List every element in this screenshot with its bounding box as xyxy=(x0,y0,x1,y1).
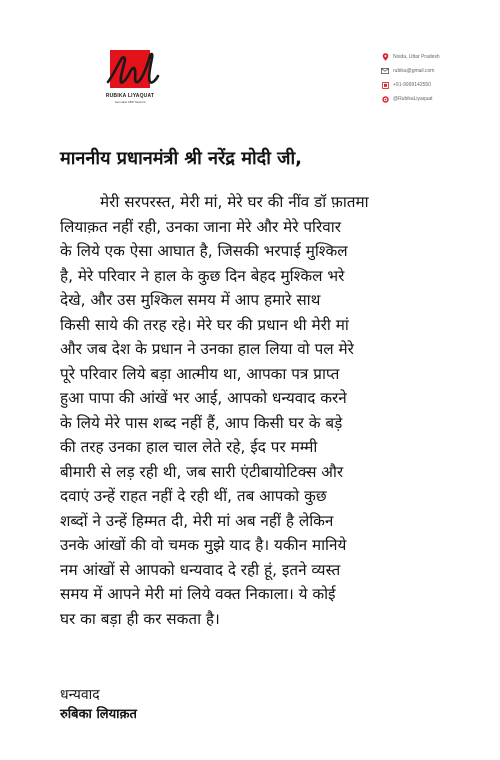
letter-closing xyxy=(60,686,137,724)
letter-body xyxy=(60,148,478,631)
letter-line: की तरह उनका हाल चाल लेते रहे, ईद पर मम्मी xyxy=(60,438,318,456)
letter-line: किसी साये की तरह रहे। मेरे घर की प्रधान थी मेरी मां xyxy=(60,315,349,334)
contact-phone xyxy=(381,78,491,92)
contact-location-text: Noida, Uttar Pradesh xyxy=(393,54,440,60)
signature: रुबिका लियाक़त xyxy=(60,707,137,722)
contact-email xyxy=(381,64,491,78)
letter-line: उनके आंखों की वो चमक मुझे याद है। यकीन मानिये xyxy=(60,536,347,554)
salutation: माननीय प्रधानमंत्री श्री नरेंद्र मोदी जी, xyxy=(60,148,302,169)
contact-instagram-text: @RubikaLiyaquat xyxy=(393,96,433,102)
letter-line: के लिये एक ऐसा आघात है, जिसकी भरपाई मुश्किल xyxy=(60,242,348,260)
letter-line: घर का बड़ा ही कर सकता है। xyxy=(60,609,220,628)
letterhead xyxy=(0,0,500,130)
letter-line: के लिये मेरे पास शब्द नहीं हैं, आप किसी घर के बड़े xyxy=(60,413,343,432)
closing-thanks: धन्यवाद xyxy=(60,687,100,703)
contact-email-text: rubika@gmail.com xyxy=(393,68,435,74)
email-icon xyxy=(381,67,389,75)
contact-location xyxy=(381,50,491,64)
letter-line: हुआ पापा की आंखें भर आई, आपको धन्यवाद करने xyxy=(60,389,347,407)
letter-line: समय में आपने मेरी मां लिये वक्त निकाला। ये कोई xyxy=(60,585,336,603)
letter-line: देखे, और उस मुश्किल समय में आप हमारे साथ xyxy=(60,291,321,309)
letter-line: मेरी सरपरस्त, मेरी मां, मेरे घर की नींव डॉ फ़ातमा xyxy=(100,193,369,211)
letter-line: और जब देश के प्रधान ने उनका हाल लिया वो पल मेरे xyxy=(60,340,354,358)
letter-line: लियाक़त नहीं रही, उनका जाना मेरे और मेरे परिवार xyxy=(60,217,342,236)
letter-paragraph xyxy=(60,190,478,631)
logo-script-icon xyxy=(104,44,160,94)
letter-line: है, मेरे परिवार ने हाल के कुछ दिन बेहद मुश्किल भरे xyxy=(60,266,345,285)
phone-icon xyxy=(381,81,389,89)
instagram-icon xyxy=(381,95,389,103)
logo-subtitle: Journalist ABP Network xyxy=(114,100,146,104)
letter-line: नम आंखों से आपको धन्यवाद दे रही हूं, इतने व्यस्त xyxy=(60,560,341,579)
location-pin-icon xyxy=(381,53,389,61)
letter-line: पूरे परिवार लिये बड़ा आत्मीय था, आपका पत्र प्राप्त xyxy=(60,364,340,383)
logo-mark xyxy=(110,50,150,88)
contact-phone-text: +91-9999142550 xyxy=(393,82,431,88)
contact-instagram xyxy=(381,92,491,106)
contact-block xyxy=(381,50,491,106)
letter-line: शब्दों ने उन्हें हिम्मत दी, मेरी मां अब नहीं है लेकिन xyxy=(60,511,334,530)
letter-line: बीमारी से लड़ रही थी, जब सारी एंटीबायोटिक्स और xyxy=(60,462,344,481)
letter-line: दवाएं उन्हें राहत नहीं दे रही थीं, तब आपको कुछ xyxy=(60,487,327,505)
logo-name: RUBIKA LIYAQUAT xyxy=(105,93,155,99)
